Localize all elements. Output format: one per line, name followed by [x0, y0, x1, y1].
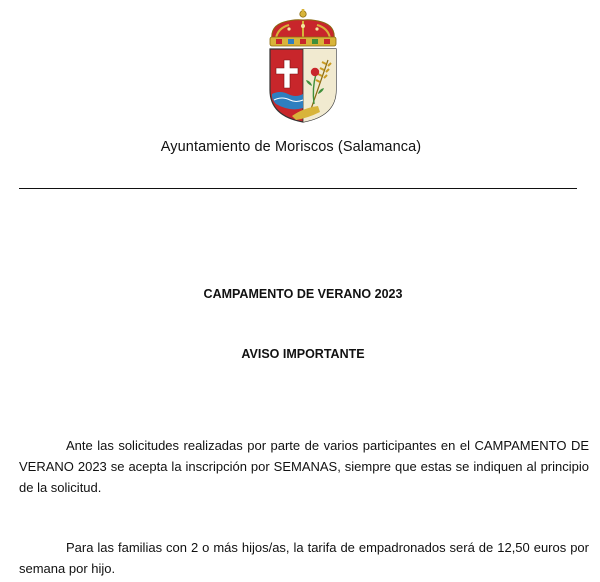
municipality-name: Ayuntamiento de Moriscos (Salamanca) [160, 139, 422, 155]
crown [270, 9, 336, 46]
coat-of-arms-icon [262, 8, 344, 126]
notice-title: CAMPAMENTO DE VERANO 2023 [203, 287, 403, 301]
notice-paragraph: Ante las solicitudes realizadas por parte de varios participantes en el CAMPAMENTO DE VERANO 2023 se acepta la inscripción por SEMANAS, siempre que estas se indiquen al principio de la solicitud. [19, 438, 589, 495]
notice-subtitle: AVISO IMPORTANTE [241, 347, 365, 361]
header-divider [19, 188, 577, 189]
shield [270, 49, 336, 122]
notice-paragraph: Para las familias con 2 o más hijos/as, la tarifa de empadronados será de 12,50 euros por semana por hijo. [19, 540, 589, 576]
